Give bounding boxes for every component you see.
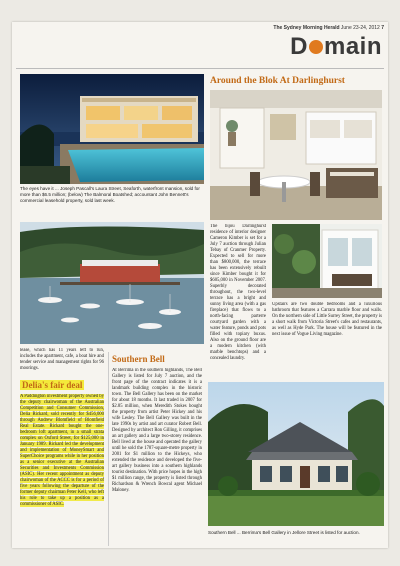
domain-logo: D main bbox=[290, 33, 382, 60]
around-block-col1: The bijou Darlinghurst residence of interior designer Cameron Kimber is set for a July 7 auction through Julian Tebay of Cranmer Property. Expected to sell for more than $800,000, the terrace has been extensively rebuilt since Kimber bought it for $605,000 in November 2007. Superbly decorated throughout, the two-level terrace has a bright and sunny living area (with a gas fireplace) that flows to a north-facing parterre courtyard garden with a water feature, ponds and pots filled with topiary buxus. Also on the ground floor are a modern kitchen (with marble benchtops) and a concealed laundry. bbox=[210, 224, 266, 361]
masthead bbox=[273, 25, 384, 31]
southern-bell-caption: Southern Bell ... Berrima's Bell Gallery in Jellore Street is listed for auction. bbox=[208, 530, 360, 535]
southern-bell-headline: Southern Bell bbox=[112, 354, 165, 364]
leasehold-tail-text: lease, which has 11 years left to run, includes the apartment, cafe, a boat hire and tender service and management rights for 96 moorings. bbox=[20, 348, 104, 371]
logo-dot-icon bbox=[309, 40, 323, 54]
around-block-col2: Upstairs are two double bedrooms and a luxurious bathroom that features a Carrara marble floor and walls. On the northern side of Little Surrey Street, the property is a short walk from Victoria Street's cafes and restaurants, as well as Hyde Park. The house will be featured in the next issue of Vogue Living magazine. bbox=[272, 302, 382, 337]
seaforth-mansion-photo bbox=[20, 74, 204, 184]
masthead-rule bbox=[16, 68, 384, 69]
top-photo-caption: The eyes have it ... Joseph Pascall's Laura Street, Seaforth, waterfront mansion, sold for more than $6.5 million; (below) The Balmoral Boatshed; accountant John Bennett's commercial leasehold property, sold last week. bbox=[20, 186, 200, 203]
bell-gallery-photo bbox=[208, 382, 384, 526]
around-block-title: Around the Blok At Darlinghurst bbox=[210, 76, 345, 86]
masthead-date: June 23-24, 2012 bbox=[340, 25, 380, 31]
masthead-page: 7 bbox=[381, 25, 384, 31]
newspaper-page bbox=[12, 22, 388, 548]
masthead-paper: The Sydney Morning Herald bbox=[273, 25, 340, 31]
southern-bell-body: At Berrima in the southern highlands, The Bell Gallery is listed for July 7 auction, and the front page of the contract indicates it is a landmark building complex in the historic town. The Bell Gallery has been on the market for about 18 months. It last traded in 2007 for $2.85 million, when Meredith Stokes bought the property from artist Peter Hickey and his wife Lesley. The Bell Gallery was built in the late 1990s by artist and art curator Robert Bell. Designed by architect Ron Gilling, it comprises an art gallery and a large two-storey residence. Bell lived at the house and operated the gallery until he sold the 1787-square-metre property in 2001 for $1 million to the Hickeys, who extended the residence and developed the five-art gallery business into a southern highlands tourist destination. With price hopes in the high $1 million range, the property is listed through Richardson & Wrench Bowral agent Michael Maloney. bbox=[112, 368, 202, 493]
balmoral-boatshed-photo bbox=[20, 222, 204, 344]
courtyard-photo bbox=[272, 224, 382, 298]
column-rule-1 bbox=[108, 352, 109, 546]
delia-headline: Delia's fair deal bbox=[22, 380, 83, 390]
delia-article-body bbox=[20, 394, 104, 546]
delia-article-text: A Paddington investment property owned by the deputy chairwoman of the Australian Competition and Consumer Commission, Delia Rickard, sold recently for $456,000 through Andrew Blomfield of Blomfield Real Estate. Rickard bought the one-bedroom loft apartment, in a small strata complex on Oxford Street, for $125,000 in January 1989. Rickard led the development and implementation of MoneySmart and SuperChoice programs while in her position as a senior executive at the Australian Securities and Investments Commission (ASIC). Her recent appointment as deputy chairwoman of the ACCC is for a period of five years following the departure of the former deputy chairman Peter Kell, who left his role to take up a position as a commissioner of ASIC. bbox=[20, 394, 104, 507]
darlinghurst-interior-photo bbox=[210, 90, 382, 220]
